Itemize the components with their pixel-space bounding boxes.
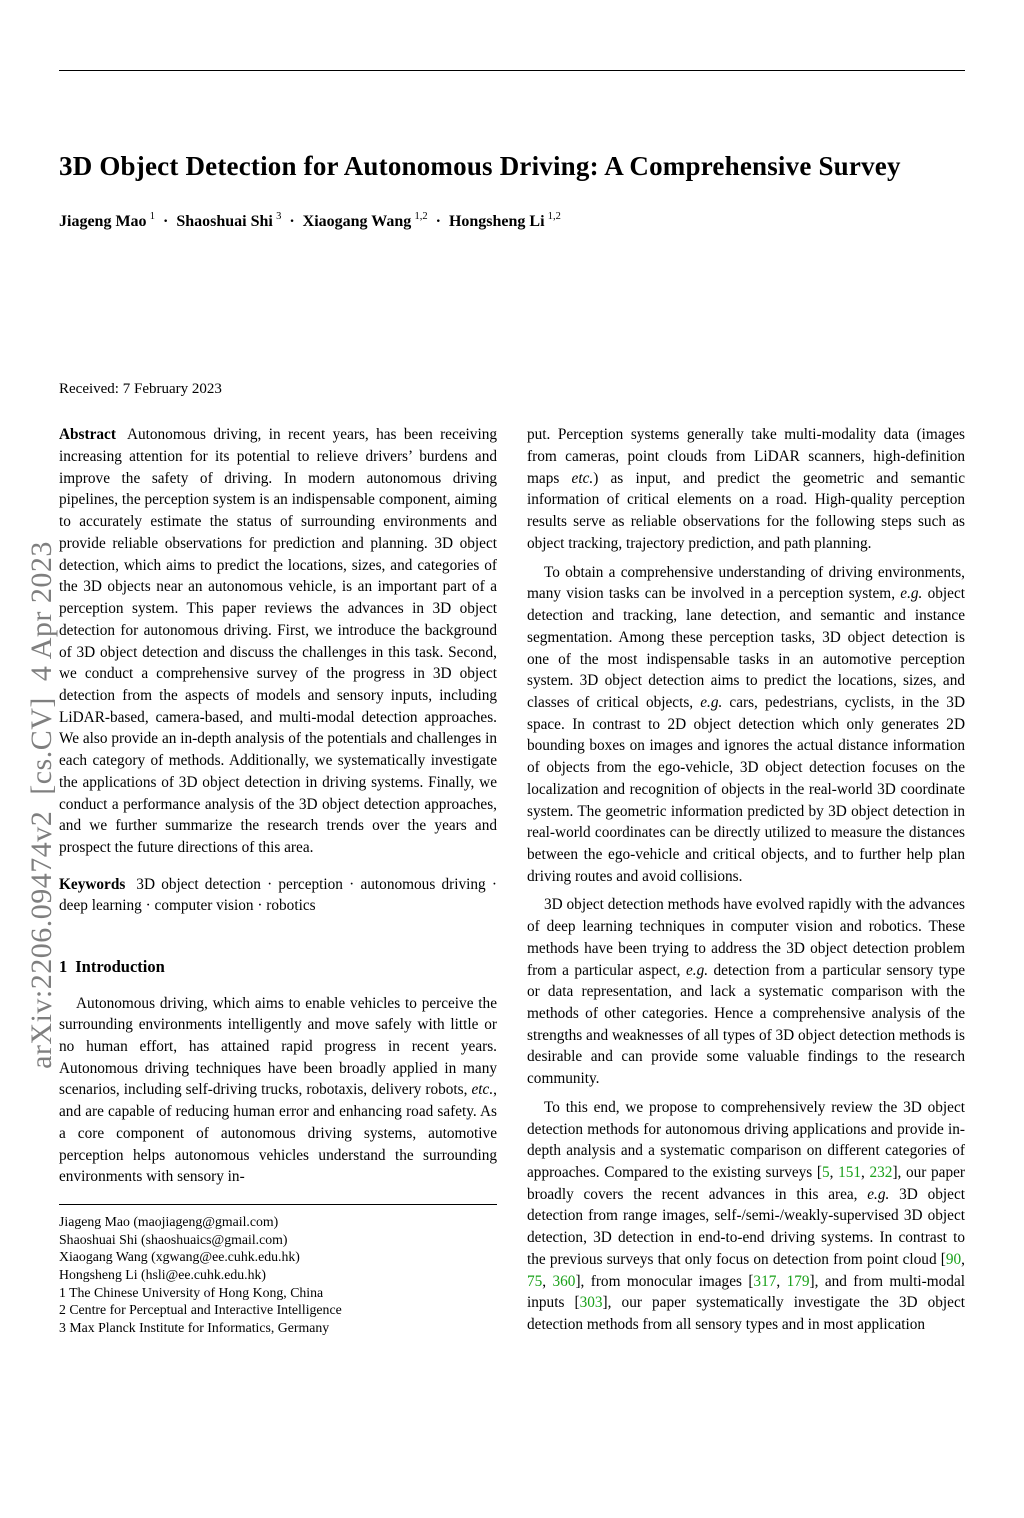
text-segment: e.g. bbox=[867, 1185, 890, 1203]
section-heading-introduction bbox=[59, 955, 497, 978]
text-segment: etc. bbox=[571, 469, 594, 487]
author-separator: · bbox=[435, 213, 441, 231]
text-segment: , bbox=[861, 1164, 870, 1182]
text-segment: To obtain a comprehensive understanding of driving environments, many vision tasks can be involved in a perception system, bbox=[527, 563, 965, 603]
two-column-body bbox=[59, 424, 965, 1336]
author-superscript: 1 bbox=[149, 211, 155, 222]
footnote-line: 3 Max Planck Institute for Informatics, Germany bbox=[59, 1319, 330, 1335]
author-separator: · bbox=[289, 213, 295, 231]
author-superscript: 3 bbox=[276, 211, 282, 222]
citation-link[interactable]: 317 bbox=[753, 1272, 777, 1290]
intro-paragraph bbox=[59, 993, 497, 1188]
author-name: Shaoshuai Shi $^3$ bbox=[176, 211, 282, 231]
footnote-line: Hongsheng Li (hsli@ee.cuhk.edu.hk) bbox=[59, 1267, 266, 1282]
section-title: Introduction bbox=[75, 957, 165, 977]
text-segment: , bbox=[542, 1272, 553, 1290]
text-segment: Autonomous driving, which aims to enable vehicles to perceive the surrounding environments intelligently and move safely with little or no human effort, has attained rapid progress in recent years. Autonomous driving techniques have been broadly applied in many scenarios, including self-driving trucks, robotaxis, delivery robots, bbox=[59, 994, 497, 1099]
abstract-label: Abstract bbox=[59, 426, 116, 444]
footnote-line: 2 Centre for Perceptual and Interactive Intelligence bbox=[59, 1302, 342, 1318]
citation-link[interactable]: 232 bbox=[869, 1164, 893, 1182]
text-segment: e.g. bbox=[900, 585, 923, 603]
keywords-label: Keywords bbox=[59, 875, 126, 893]
text-segment: , bbox=[961, 1250, 965, 1268]
body-paragraph bbox=[527, 562, 965, 888]
top-rule-divider bbox=[59, 70, 965, 71]
text-segment: put. Perception systems generally take multi-modality data (images from cameras, point clouds from LiDAR scanners, high-definition maps bbox=[527, 426, 965, 487]
left-column bbox=[59, 424, 497, 1336]
text-segment: etc. bbox=[471, 1081, 494, 1099]
text-segment: ], and from multi-modal inputs [ bbox=[527, 1272, 965, 1312]
author-name: Hongsheng Li $^{1,2}$ bbox=[448, 211, 561, 231]
citation-link[interactable]: 151 bbox=[838, 1164, 862, 1182]
arxiv-watermark: arXiv:2206.09474v2 [cs.CV] 4 Apr 2023 bbox=[25, 541, 58, 1069]
footnote-line: 1 The Chinese University of Hong Kong, China bbox=[59, 1284, 324, 1300]
text-segment: cars, pedestrians, cyclists, in the 3D space. In contrast to 2D object detection which only generates 2D bounding boxes on images and ignores the actual distance information of objects from the ego-vehicle, 3D object detection focuses on the localization and recognition of objects in the real-world 3D coordinate system. The geometric information predicted by 3D object detection in real-world coordinates can be directly utilized to measure the distances between the ego-vehicle and critical objects, and to further help plan driving routes and avoid collisions. bbox=[527, 693, 965, 885]
body-paragraph bbox=[527, 424, 965, 554]
author-separator: · bbox=[163, 213, 169, 231]
citation-link[interactable]: 179 bbox=[786, 1272, 810, 1290]
paper-title: 3D Object Detection for Autonomous Driving: A Comprehensive Survey bbox=[59, 151, 901, 181]
abstract-text: Autonomous driving, in recent years, has been receiving increasing attention for its potential to relieve drivers’ burdens and improve the safety of driving. In modern autonomous driving pipelines, the perception system is an indispensable component, aiming to accurately estimate the status of surrounding environments and provide reliable observations for prediction and planning. 3D object detection, which aims to predict the locations, sizes, and categories of the 3D objects near an autonomous vehicle, is an important part of a perception system. This paper reviews the advances in 3D object detection for autonomous driving. First, we introduce the background of 3D object detection and discuss the challenges in this task. Second, we conduct a comprehensive survey of the progress in 3D object detection from the aspects of models and sensory inputs, including LiDAR-based, camera-based, and multi-modal detection approaches. We also provide an in-depth analysis of the potentials and challenges in each category of methods. Additionally, we systematically investigate the applications of 3D object detection in driving systems. Finally, we conduct a performance analysis of the 3D object detection approaches, and we further summarize the research trends over the years and prospect the future directions of this area. bbox=[59, 426, 497, 856]
citation-link[interactable]: 360 bbox=[552, 1272, 576, 1290]
paper-page bbox=[0, 70, 1024, 1337]
text-segment: ], our paper systematically investigate the 3D object detection methods from all sensory types and in most application bbox=[527, 1294, 965, 1334]
citation-link[interactable]: 90 bbox=[945, 1250, 962, 1268]
text-segment: ) as input, and predict the geometric and semantic information of critical elements on a road. High-quality perception results serve as reliable observations for the following steps such as object tracking, trajectory prediction, and path planning. bbox=[527, 469, 965, 552]
keywords-text: 3D object detection · perception · autonomous driving · deep learning · computer vision · robotics bbox=[59, 875, 497, 915]
footnotes bbox=[59, 1204, 497, 1337]
body-paragraph bbox=[527, 1097, 965, 1336]
author-name: Jiageng Mao $^1$ bbox=[59, 211, 155, 231]
text-segment: detection from a particular sensory type or data representation, and lack a systematic comparison with the methods of other categories. Hence a comprehensive analysis of the strengths and weaknesses of all types of 3D object detection methods is desirable and can provide some valuable findings to the research community. bbox=[527, 961, 966, 1088]
author-superscript: 1,2 bbox=[414, 211, 428, 222]
author-superscript: 1,2 bbox=[547, 211, 561, 222]
text-segment: ], from monocular images [ bbox=[575, 1272, 754, 1290]
body-paragraph bbox=[527, 894, 965, 1089]
abstract-section bbox=[59, 424, 497, 858]
text-segment: , bbox=[776, 1272, 787, 1290]
footnote-line: Xiaogang Wang (xgwang@ee.cuhk.edu.hk) bbox=[59, 1249, 300, 1265]
citation-link[interactable]: 303 bbox=[579, 1294, 603, 1312]
text-segment: e.g. bbox=[700, 693, 723, 711]
authors-line bbox=[59, 212, 965, 231]
section-number: 1 bbox=[59, 957, 68, 977]
text-segment: 3D object detection methods have evolved rapidly with the advances of deep learning techniques in computer vision and robotics. These methods have been trying to address the 3D object detection problem from a particular aspect, bbox=[527, 896, 965, 979]
text-segment: 3D object detection from range images, self-/semi-/weakly-supervised 3D object detection, 3D detection in end-to-end driving systems. In contrast to the previous surveys that only focus on detection from point cloud [ bbox=[527, 1185, 965, 1268]
citation-link[interactable]: 75 bbox=[527, 1272, 543, 1290]
text-segment: , bbox=[829, 1164, 839, 1182]
footnote-line: Shaoshuai Shi (shaoshuaics@gmail.com) bbox=[59, 1231, 288, 1247]
author-name: Xiaogang Wang $^{1,2}$ bbox=[302, 211, 428, 231]
text-segment: To this end, we propose to comprehensively review the 3D object detection methods for autonomous driving applications and provide in-depth analysis and a systematic comparison on different categories of approaches. Compared to the existing surveys [ bbox=[527, 1098, 965, 1182]
text-segment: ], our paper broadly covers the recent advances in this area, bbox=[527, 1164, 965, 1203]
received-date: Received: 7 February 2023 bbox=[59, 381, 222, 398]
text-segment: , and are capable of reducing human error and enhancing road safety. As a core component of autonomous driving systems, automotive perception helps autonomous vehicles understand the surrounding environments with sensory in- bbox=[59, 1081, 497, 1186]
keywords-section bbox=[59, 874, 497, 917]
text-segment: object detection and tracking, lane detection, and semantic and instance segmentation. Among these perception tasks, 3D object detection is one of the most indispensable tasks in an automotive perception system. 3D object detection aims to predict the locations, sizes, and classes of critical objects, bbox=[527, 585, 966, 711]
right-column bbox=[527, 424, 965, 1336]
text-segment: e.g. bbox=[685, 961, 709, 979]
citation-link[interactable]: 5 bbox=[821, 1164, 830, 1182]
footnote-line: Jiageng Mao (maojiageng@gmail.com) bbox=[59, 1214, 279, 1230]
